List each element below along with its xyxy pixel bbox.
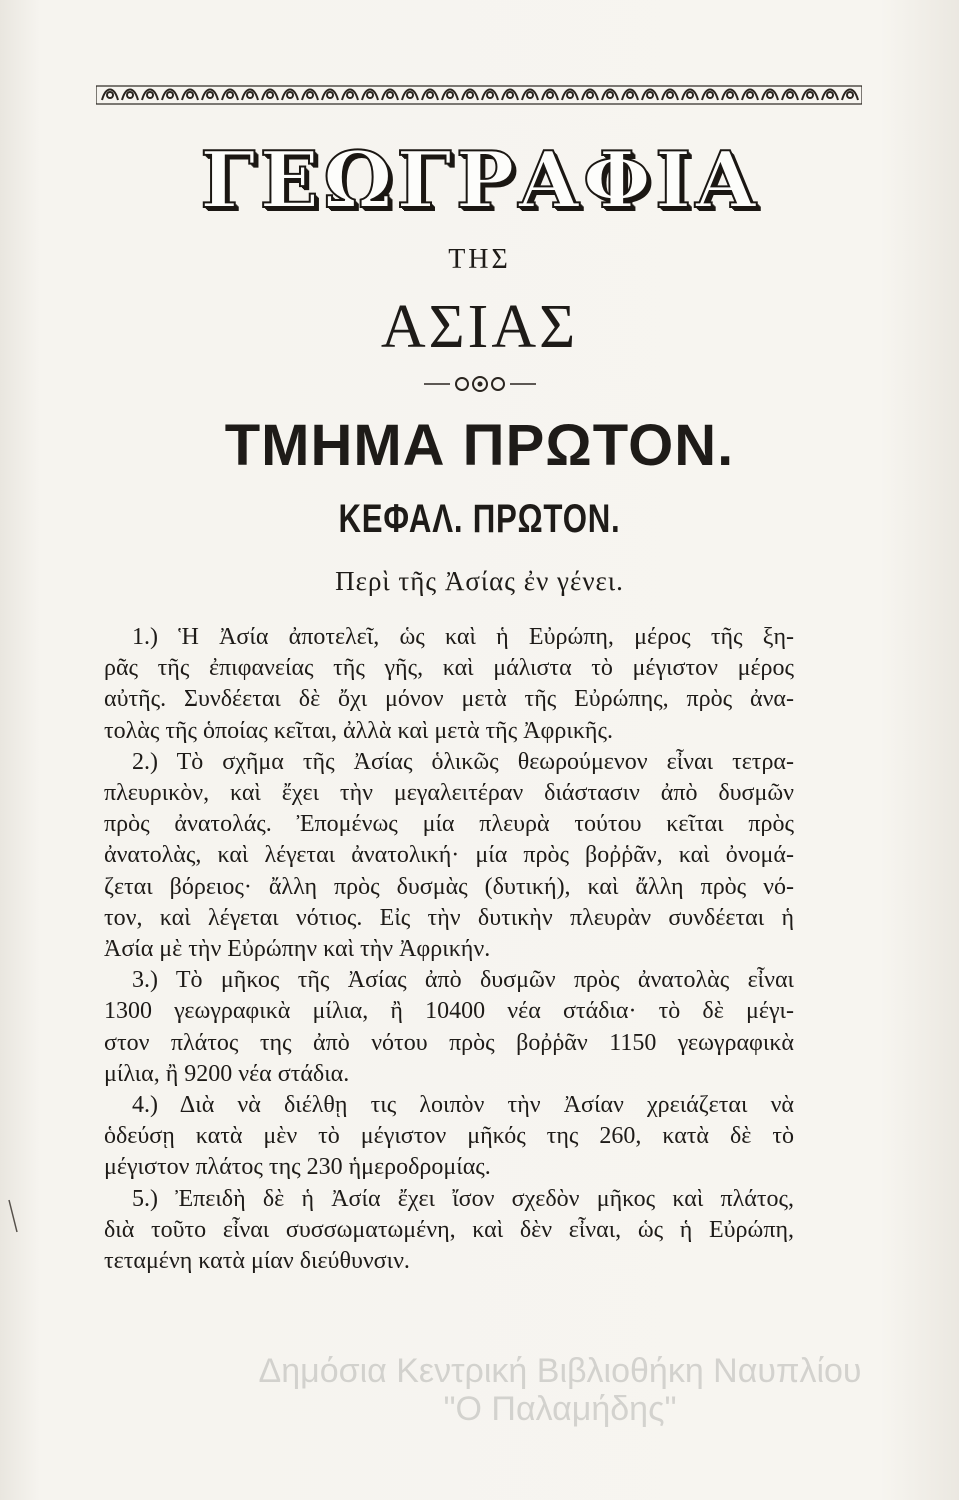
title-article: ΤΗΣ	[448, 244, 511, 275]
text-line: τεταμένη κατὰ μίαν διεύθυνσιν.	[104, 1248, 410, 1275]
section-heading: ΤΜΗΜΑ ΠΡΩΤΟΝ.	[224, 413, 735, 478]
knot-center	[507, 92, 513, 98]
knot-center	[347, 92, 353, 98]
knot-center	[627, 92, 633, 98]
text-line: 1.) Ἡ Ἀσία ἀποτελεῖ, ὡς καὶ ἡ Εὐρώπη, μέρος τῆς ξη-	[132, 624, 794, 650]
knot-center	[367, 92, 373, 98]
text-line: τον, καὶ λέγεται νότιος. Εἰς τὴν δυτικὴν πλευρὰν συνδέεται ἡ	[104, 904, 794, 931]
knot-center	[187, 92, 193, 98]
knot-center	[407, 92, 413, 98]
text-line: ζεται βόρειος· ἄλλη πρὸς δυσμὰς (δυτική), καὶ ἄλλη πρὸς νό-	[104, 873, 794, 900]
text-line: μίλια, ἢ 9200 νέα στάδια.	[104, 1060, 350, 1087]
text-line: διὰ τοῦτο εἶναι συσσωματωμένη, καὶ δὲν εἶναι, ὡς ἡ Εὐρώπη,	[104, 1216, 794, 1243]
knot-center	[447, 92, 453, 98]
knot-center	[707, 92, 713, 98]
text-line: τολὰς τῆς ὁποίας κεῖται, ἀλλὰ καὶ μετὰ τῆς Ἀφρικῆς.	[104, 717, 613, 744]
knot-center	[547, 92, 553, 98]
text-line: 3.) Τὸ μῆκος τῆς Ἀσίας ἀπὸ δυσμῶν πρὸς ἀνατολὰς εἶναι	[132, 967, 794, 994]
knot-center	[587, 92, 593, 98]
text-line: στον πλάτος της ἀπὸ νότου πρὸς βοῤῥᾶν 1150 γεωγραφικὰ	[104, 1029, 794, 1056]
knot-center	[307, 92, 313, 98]
knot-center	[227, 92, 233, 98]
title-subject: ΑΣΙΑΣ	[380, 293, 579, 361]
knot-center	[687, 92, 693, 98]
watermark-line-2: "Ο Παλαμήδης"	[443, 1390, 677, 1428]
knot-center	[527, 92, 533, 98]
text-line: ἀνατολὰς, καὶ λέγεται ἀνατολική· μία πρὸς βοῤῥᾶν, καὶ ὀνομά-	[104, 842, 794, 869]
knot-center	[727, 92, 733, 98]
knot-center	[247, 92, 253, 98]
knot-center	[287, 92, 293, 98]
knot-center	[487, 92, 493, 98]
main-title	[150, 134, 810, 226]
text-line: πλευρικὸν, καὶ ἔχει τὴν μεγαλειτέραν διάστασιν ἀπὸ δυσμῶν	[104, 780, 794, 807]
text-line: 4.) Διὰ νὰ διέλθῃ τις λοιπὸν τὴν Ἀσίαν χρειάζεται νὰ	[132, 1092, 794, 1119]
knot-center	[267, 92, 273, 98]
text-line: Ἀσία μὲ τὴν Εὐρώπην καὶ τὴν Ἀφρικήν.	[104, 936, 491, 963]
chapter-heading: ΚΕΦΑΛ. ΠΡΩΤΟΝ.	[338, 497, 621, 541]
knot-center	[207, 92, 213, 98]
knot-center	[467, 92, 473, 98]
text-line: 2.) Τὸ σχῆμα τῆς Ἀσίας ὁλικῶς θεωρούμενον εἶναι τετρα-	[132, 748, 794, 775]
watermark-line-1: Δημόσια Κεντρική Βιβλιοθήκη Ναυπλίου	[258, 1352, 862, 1390]
knot-center	[827, 92, 833, 98]
knot-center	[167, 92, 173, 98]
text-line: πρὸς ἀνατολάς. Ἐπομένως μία πλευρὰ τούτου κεῖται πρὸς	[104, 811, 794, 838]
text-line: αὐτῆς. Συνδέεται δὲ ὄχι μόνον μετὰ τῆς Εὐρώπης, πρὸς ἀνα-	[104, 686, 794, 713]
knot-center	[667, 92, 673, 98]
knot-center	[147, 92, 153, 98]
divider-ornament	[420, 374, 540, 394]
knot-center	[807, 92, 813, 98]
library-watermark	[190, 1352, 930, 1428]
text-line: 5.) Ἐπειδὴ δὲ ἡ Ἀσία ἔχει ἴσον σχεδὸν μῆκος καὶ πλάτος,	[132, 1185, 794, 1212]
chapter-subtitle: Περὶ τῆς Ἀσίας ἐν γένει.	[335, 566, 624, 596]
knot-center	[567, 92, 573, 98]
knot-center	[607, 92, 613, 98]
main-title-text: ΓΕΩΓΡΑΦΙΑ	[200, 134, 760, 226]
knot-center	[747, 92, 753, 98]
knot-center	[767, 92, 773, 98]
knot-center	[847, 92, 853, 98]
text-line: 1300 γεωγραφικὰ μίλια, ἢ 10400 νέα στάδια· τὸ δὲ μέγι-	[104, 998, 794, 1025]
knot-center	[647, 92, 653, 98]
knot-center	[387, 92, 393, 98]
body-text	[104, 622, 794, 1277]
margin-mark	[6, 1198, 20, 1234]
text-line: ρᾶς τῆς ἐπιφανείας τῆς γῆς, καὶ μάλιστα τὸ μέγιστον μέρος	[104, 655, 794, 682]
text-line: ὁδεύσῃ κατὰ μὲν τὸ μέγιστον μῆκός της 260, κατὰ δὲ τὸ	[104, 1123, 794, 1150]
knot-center	[107, 92, 113, 98]
knot-center	[427, 92, 433, 98]
text-line: μέγιστον πλάτος της 230 ἡμεροδρομίας.	[104, 1154, 491, 1181]
knot-center	[327, 92, 333, 98]
knot-center	[787, 92, 793, 98]
knot-center	[127, 92, 133, 98]
top-ornament-band	[96, 84, 862, 106]
